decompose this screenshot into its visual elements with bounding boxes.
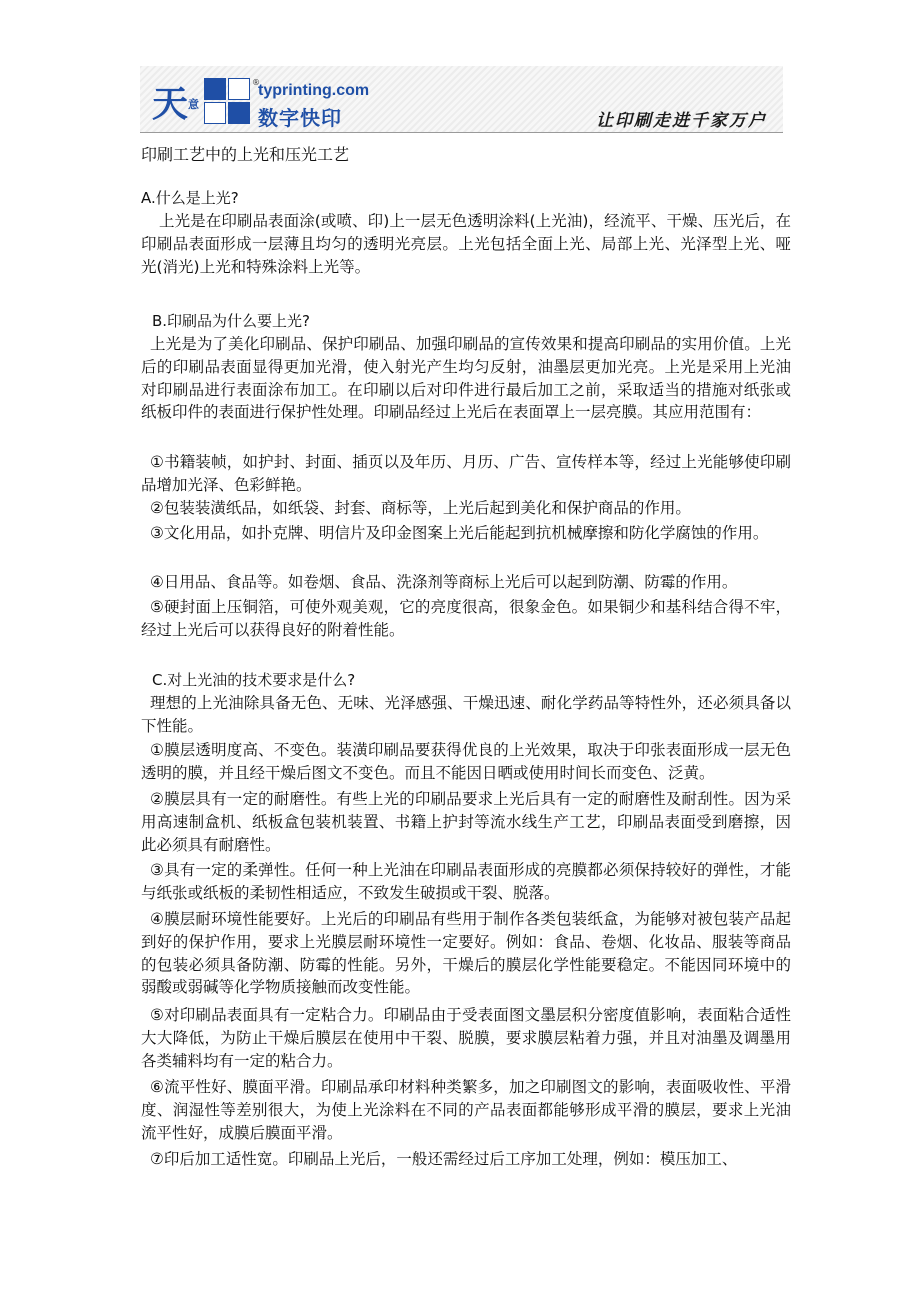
logo-url: typrinting.com	[258, 82, 370, 99]
section-b-paragraph: 上光是为了美化印刷品、保护印刷品、加强印刷品的宣传效果和提高印刷品的实用价值。上光后的印刷品表面显得更加光滑，使入射光产生均匀反射，油墨层更加光亮。上光是采用上光油对印刷品进行表面涂布加工。在印刷以后对印件进行最后加工之前，采取适当的措施对纸张或纸板印件的表面进行保护性处理。印刷品经过上光后在表面罩上一层亮膜。其应用范围有：	[141, 335, 791, 422]
section-c-item-5: ⑤对印刷品表面具有一定粘合力。印刷品由于受表面图文墨层积分密度值影响，表面粘合适性大大降低，为防止干燥后膜层在使用中干裂、脱膜，要求膜层粘着力强，并且对油墨及调墨用各类辅料均有一定的粘合力。	[141, 1006, 791, 1070]
section-a-paragraph: 上光是在印刷品表面涂(或喷、印)上一层无色透明涂料(上光油)，经流平、干燥、压光后，在印刷品表面形成一层薄且均匀的透明光亮层。上光包括全面上光、局部上光、光泽型上光、哑光(消光)上光和特殊涂料上光等。	[141, 212, 791, 276]
section-c-intro: 理想的上光油除具备无色、无味、光泽感强、干燥迅速、耐化学药品等特性外，还必须具备以下性能。	[141, 694, 791, 735]
section-c-item-2: ②膜层具有一定的耐磨性。有些上光的印刷品要求上光后具有一定的耐磨性及耐刮性。因为采用高速制盒机、纸板盒包装机装置、书籍上护封等流水线生产工艺，印刷品表面受到磨擦，因此必须具有耐磨性。	[141, 790, 791, 854]
section-c-item-7: ⑦印后加工适性宽。印刷品上光后，一般还需经过后工序加工处理，例如：模压加工、	[150, 1150, 738, 1168]
registered-mark: ®	[252, 78, 260, 87]
header-banner	[140, 66, 783, 133]
section-c-item-3: ③具有一定的柔弹性。任何一种上光油在印刷品表面形成的亮膜都必须保持较好的弹性，才能与纸张或纸板的柔韧性相适应，不致发生破损或干裂、脱落。	[141, 861, 791, 902]
logo-mark: 天	[152, 83, 187, 125]
section-b-item-4: ④日用品、食品等。如卷烟、食品、洗涤剂等商标上光后可以起到防潮、防霉的作用。	[150, 573, 738, 591]
section-b-item-1: ①书籍装帧，如护封、封面、插页以及年历、月历、广告、宣传样本等，经过上光能够使印刷品增加光泽、色彩鲜艳。	[141, 453, 791, 494]
page-title: 印刷工艺中的上光和压光工艺	[141, 145, 350, 164]
logo-sub-char: 意	[188, 98, 199, 111]
section-a-heading: A.什么是上光?	[141, 189, 239, 207]
section-b-item-2: ②包装装潢纸品，如纸袋、封套、商标等，上光后起到美化和保护商品的作用。	[150, 499, 691, 517]
logo-brand-name: 数字快印	[258, 106, 342, 130]
section-b-item-5: ⑤硬封面上压铜箔，可使外观美观，它的亮度很高，很象金色。如果铜少和基科结合得不牢，经过上光后可以获得良好的附着性能。	[141, 598, 791, 639]
section-c-item-6: ⑥流平性好、膜面平滑。印刷品承印材料种类繁多，加之印刷图文的影响，表面吸收性、平滑度、润湿性等差别很大，为使上光涂料在不同的产品表面都能够形成平滑的膜层，要求上光油流平性好，成膜后膜面平滑。	[141, 1078, 791, 1142]
section-b-item-3: ③文化用品，如扑克牌、明信片及印金图案上光后能起到抗机械摩擦和防化学腐蚀的作用。	[150, 524, 769, 542]
section-c-item-1: ①膜层透明度高、不变色。装潢印刷品要获得优良的上光效果，取决于印张表面形成一层无色透明的膜，并且经干燥后图文不变色。而且不能因日晒或使用时间长而变色、泛黄。	[141, 741, 791, 782]
slogan: 让印刷走进千家万户	[596, 111, 767, 131]
section-b-heading: B.印刷品为什么要上光?	[152, 312, 311, 330]
logo-checker-icon	[204, 78, 250, 124]
section-c-heading: C.对上光油的技术要求是什么?	[152, 671, 356, 689]
section-c-item-4: ④膜层耐环境性能要好。上光后的印刷品有些用于制作各类包装纸盒，为能够对被包装产品起到好的保护作用，要求上光膜层耐环境性一定要好。例如：食品、卷烟、化妆品、服装等商品的包装必须具备防潮、防霉的性能。另外，干燥后的膜层化学性能要稳定。不能因同环境中的弱酸或弱碱等化学物质接触而改变性能。	[141, 910, 791, 997]
